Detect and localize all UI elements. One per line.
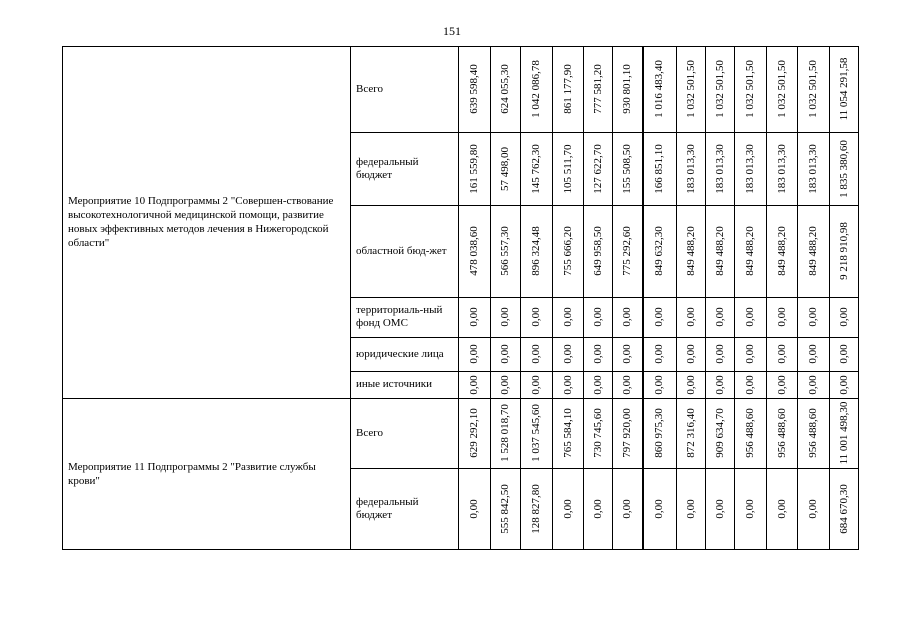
value-cell: 0,00 [468,498,480,519]
funding-source-label: иные источники [356,378,432,390]
value-cell: 0,00 [468,344,480,364]
value-cell: 0,00 [713,344,726,364]
table-border-left [62,46,63,549]
value-cell: 0,00 [653,307,665,327]
value-cell: 127 622,70 [591,143,604,194]
table-border-bottom [62,549,859,550]
value-cell: 1 032 501,50 [744,60,756,118]
value-cell: 0,00 [530,344,542,364]
page-number: 151 [443,24,461,38]
value-cell: 797 920,00 [621,408,633,458]
value-cell: 166 851,10 [653,143,665,194]
value-cell: 11 001 498,30 [837,401,850,465]
value-cell: 1 032 501,50 [713,60,726,118]
value-cell: 0,00 [744,307,756,327]
value-cell: 624 055,30 [499,64,511,114]
value-cell: 0,00 [561,307,574,327]
value-cell: 0,00 [837,344,850,364]
value-cell: 909 634,70 [713,408,726,458]
value-cell: 105 511,70 [561,143,574,194]
value-cell: 0,00 [807,344,819,364]
value-cell: 956 488,60 [775,408,788,458]
measure-divider [62,398,858,399]
value-cell: 145 762,30 [530,143,542,194]
value-cell: 872 316,40 [684,408,697,458]
value-cell: 956 488,60 [744,408,756,458]
value-cell: 765 584,10 [561,408,574,458]
value-cell: 0,00 [744,374,756,395]
value-cell: 0,00 [713,498,726,519]
value-cell: 0,00 [468,374,480,395]
value-cell: 161 559,80 [468,143,480,194]
value-cell: 183 013,30 [744,143,756,194]
value-cell: 0,00 [837,307,850,327]
value-cell: 1 528 018,70 [499,404,511,462]
funding-source-label: федеральный бюджет [356,496,419,521]
value-cell: 849 488,20 [807,226,819,276]
value-cell: 860 975,30 [653,408,665,458]
value-cell: 0,00 [653,498,665,519]
value-cell: 755 666,20 [561,226,574,276]
value-cell: 0,00 [468,307,480,327]
value-cell: 0,00 [561,374,574,395]
value-cell: 0,00 [591,498,604,519]
value-cell: 0,00 [621,307,633,327]
value-cell: 0,00 [591,344,604,364]
value-cell: 0,00 [621,344,633,364]
value-cell: 896 324,48 [530,226,542,276]
value-cell: 0,00 [530,307,542,327]
value-cell: 849 488,20 [713,226,726,276]
value-cell: 0,00 [775,344,788,364]
value-cell: 730 745,60 [591,408,604,458]
value-cell: 57 498,00 [499,146,511,191]
value-cell: 1 032 501,50 [684,60,697,118]
measure-name: Мероприятие 10 Подпрограммы 2 "Совершен-ствование высокотехнологичной медицинской помощи, развитие новых эффективных методов лечения в Нижегородской области" [68,195,334,249]
value-cell: 155 508,50 [621,143,633,194]
value-cell: 1 032 501,50 [807,60,819,118]
value-cell: 0,00 [653,344,665,364]
value-cell: 183 013,30 [807,143,819,194]
funding-source-label: областной бюд-жет [356,245,447,257]
value-cell: 0,00 [775,374,788,395]
value-cell: 11 054 291,58 [837,57,850,121]
table-border-top [62,46,859,47]
value-cell: 1 835 380,60 [837,139,850,198]
value-cell: 183 013,30 [684,143,697,194]
value-cell: 0,00 [807,374,819,395]
value-cell: 0,00 [621,498,633,519]
value-cell: 0,00 [775,307,788,327]
value-cell: 1 042 086,78 [530,60,542,118]
value-cell: 775 292,60 [621,226,633,276]
value-cell: 0,00 [561,344,574,364]
table-border-right [858,46,859,550]
measure-name: Мероприятие 11 Подпрограммы 2 "Развитие службы крови" [68,461,316,487]
value-cell: 0,00 [621,374,633,395]
value-cell: 0,00 [499,344,511,364]
value-cell: 0,00 [807,498,819,519]
value-cell: 0,00 [744,498,756,519]
funding-source-label: федеральный бюджет [356,156,419,181]
funding-source-label: территориаль-ный фонд ОМС [356,304,443,329]
value-cell: 0,00 [591,374,604,395]
value-cell: 0,00 [684,344,697,364]
value-cell: 0,00 [499,307,511,327]
value-cell: 684 670,30 [837,483,850,534]
value-cell: 555 842,50 [499,483,511,534]
value-cell: 0,00 [807,307,819,327]
value-cell: 849 488,20 [744,226,756,276]
value-cell: 849 632,30 [653,226,665,276]
value-cell: 0,00 [684,307,697,327]
value-cell: 629 292,10 [468,408,480,458]
value-cell: 478 038,60 [468,226,480,276]
value-cell: 183 013,30 [775,143,788,194]
value-cell: 183 013,30 [713,143,726,194]
value-cell: 0,00 [653,374,665,395]
value-cell: 0,00 [561,498,574,519]
funding-source-label: юридические лица [356,348,444,360]
value-cell: 639 598,40 [468,64,480,114]
value-cell: 0,00 [837,374,850,395]
value-cell: 0,00 [744,344,756,364]
value-cell: 9 218 910,98 [837,222,850,280]
value-cell: 0,00 [684,374,697,395]
funding-source-label: Всего [356,83,383,95]
funding-source-label: Всего [356,427,383,439]
value-cell: 0,00 [684,498,697,519]
value-cell: 649 958,50 [591,226,604,276]
value-cell: 1 032 501,50 [775,60,788,118]
value-cell: 0,00 [713,374,726,395]
value-cell: 0,00 [591,307,604,327]
value-cell: 0,00 [713,307,726,327]
value-cell: 0,00 [530,374,542,395]
value-cell: 566 557,30 [499,226,511,276]
value-cell: 849 488,20 [775,226,788,276]
value-cell: 1 016 483,40 [653,60,665,118]
value-cell: 861 177,90 [561,64,574,114]
value-cell: 0,00 [775,498,788,519]
value-cell: 0,00 [499,374,511,395]
value-cell: 777 581,20 [591,64,604,114]
value-cell: 930 801,10 [621,64,633,114]
value-cell: 128 827,80 [530,483,542,534]
value-cell: 1 037 545,60 [530,404,542,462]
value-cell: 956 488,60 [807,408,819,458]
value-cell: 849 488,20 [684,226,697,276]
